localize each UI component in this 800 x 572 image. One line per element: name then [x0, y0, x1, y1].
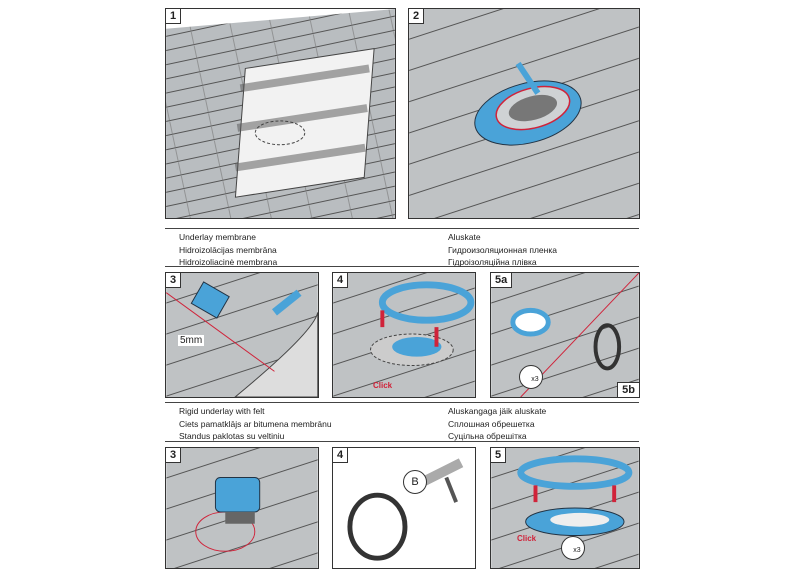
- step-number: 2: [409, 9, 424, 24]
- illustration-panel-2: [408, 8, 640, 219]
- step-number: 1: [166, 9, 181, 24]
- step-number: 4: [333, 448, 348, 463]
- caption-en: Rigid underlay with felt: [179, 406, 265, 416]
- caption-rigid-underlay: [165, 402, 639, 442]
- screw-count-badge: [519, 365, 543, 389]
- step-number: 5: [491, 448, 506, 463]
- caption-et: Aluskangaga jäik aluskate: [448, 406, 547, 416]
- caption-lv: Hidroizolācijas membrāna: [179, 244, 277, 255]
- click-label: Click: [517, 534, 537, 543]
- step-number: 4: [333, 273, 348, 288]
- screw-count: x3: [573, 547, 581, 554]
- screw-count-badge: [561, 536, 585, 560]
- illustration-panel-1: [165, 8, 396, 219]
- caption-et: Aluskate: [448, 232, 481, 242]
- measurement-label: 5mm: [180, 335, 203, 346]
- caption-uk: Суцільна обрешітка: [448, 431, 527, 441]
- caption-lt: Standus paklotas su veltiniu: [179, 431, 285, 441]
- illustration-panel-4b: [332, 447, 476, 569]
- caption-ru: Сплошная обрешетка: [448, 418, 535, 429]
- screw-count: x3: [531, 376, 539, 383]
- step-number: 3: [166, 448, 181, 463]
- caption-ru: Гидроизоляционная пленка: [448, 244, 557, 255]
- caption-en: Underlay membrane: [179, 232, 257, 242]
- click-label: Click: [373, 381, 393, 390]
- caption-underlay-membrane: [165, 228, 639, 267]
- step-number: 5b: [617, 382, 639, 397]
- illustration-panel-5b: [490, 447, 640, 569]
- caption-lt: Hidroizoliacinė membrana: [179, 257, 278, 267]
- illustration-panel-4: [332, 272, 476, 398]
- illustration-panel-3: [165, 272, 319, 398]
- step-number: 3: [166, 273, 181, 288]
- caption-uk: Гідроізоляційна плівка: [448, 257, 537, 267]
- illustration-panel-3b: [165, 447, 319, 569]
- step-number: 5a: [491, 273, 512, 288]
- illustration-panel-5a: [490, 272, 640, 398]
- caption-lv: Ciets pamatklājs ar bitumena membrānu: [179, 418, 332, 429]
- sealant-b-badge: B: [403, 470, 427, 494]
